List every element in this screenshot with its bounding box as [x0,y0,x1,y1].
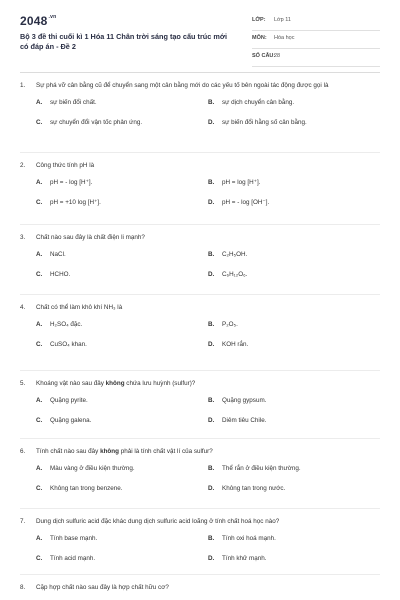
question-stem [20,582,380,593]
answer-options [20,95,380,135]
option-letter: D. [208,555,215,562]
answer-option-b[interactable] [208,179,261,186]
question-2 [20,160,380,215]
answer-option-d[interactable] [208,341,248,348]
answer-option-d[interactable] [208,555,266,562]
question-number: 3. [20,234,26,241]
meta-subject-value: Hóa học [274,35,295,41]
answer-option-b[interactable] [208,99,294,106]
logo-text: 2048 [20,14,48,28]
option-letter: A. [36,397,43,404]
question-4 [20,302,380,357]
answer-option-c[interactable] [36,199,101,206]
answer-option-a[interactable] [36,465,135,472]
answer-option-b[interactable] [208,397,266,404]
option-letter: C. [36,485,43,492]
option-letter: A. [36,321,43,328]
question-divider [20,508,380,509]
question-text: Khoáng vật nào sau đây không chứa lưu huỳnh (sulfur)? [36,380,196,387]
question-1 [20,80,380,135]
option-text: pH = - log [H⁺]. [50,179,93,186]
option-text: Tính oxi hoá mạnh. [222,535,276,542]
exam-meta [252,14,380,68]
option-text: Quặng gypsum. [222,397,267,404]
answer-option-a[interactable] [36,397,88,404]
question-text: Sự phá vỡ cân bằng cũ để chuyển sang một cân bằng mới do các yếu tố bên ngoài tác động được gọi là [36,82,329,89]
option-text: Diêm tiêu Chile. [222,417,267,424]
option-letter: B. [208,321,215,328]
option-text: sự biến đổi hằng số cân bằng. [222,119,307,126]
option-text: Tính acid mạnh. [50,555,96,562]
site-logo[interactable] [20,14,56,28]
option-letter: B. [208,535,215,542]
question-8 [20,582,380,593]
option-letter: B. [208,397,215,404]
question-stem [20,302,380,313]
question-number: 2. [20,162,26,169]
option-text: NaCl. [50,251,66,258]
option-text: Màu vàng ở điều kiện thường. [50,465,135,472]
option-text: H₂SO₄ đặc. [50,321,83,328]
option-text: pH = +10 log [H⁺]. [50,199,101,206]
meta-class-row [252,14,380,31]
answer-option-d[interactable] [208,199,269,206]
question-3 [20,232,380,287]
option-text: pH = log [H⁺]. [222,179,261,186]
option-text: Quặng pyrite. [50,397,88,404]
meta-count-label: SỐ CÂU: [252,53,276,59]
option-letter: C. [36,417,43,424]
question-divider [20,438,380,439]
answer-option-c[interactable] [36,341,87,348]
answer-option-c[interactable] [36,485,122,492]
option-letter: A. [36,535,43,542]
option-letter: A. [36,251,43,258]
option-text: P₂O₅. [222,321,238,328]
question-divider [20,574,380,575]
answer-option-d[interactable] [208,417,266,424]
question-stem [20,160,380,171]
meta-class-label: LỚP: [252,17,266,23]
option-letter: D. [208,199,215,206]
question-number: 6. [20,448,26,455]
answer-option-c[interactable] [36,555,95,562]
question-number: 7. [20,518,26,525]
option-letter: C. [36,555,43,562]
option-letter: B. [208,465,215,472]
option-text: Không tan trong nước. [222,485,286,492]
option-text: Quặng galena. [50,417,92,424]
answer-option-a[interactable] [36,179,92,186]
answer-option-c[interactable] [36,271,70,278]
question-text: Chất nào sau đây là chất điện li mạnh? [36,234,145,241]
option-letter: D. [208,271,215,278]
option-letter: B. [208,179,215,186]
option-letter: C. [36,271,43,278]
question-5 [20,378,380,433]
answer-option-a[interactable] [36,321,82,328]
answer-options [20,175,380,215]
option-text: KOH rắn. [222,341,249,348]
exam-title: Bộ 3 đề thi cuối kì 1 Hóa 11 Chân trời sáng tạo cấu trúc mới có đáp án - Đề 2 [20,32,228,51]
option-text: C₂H₅OH. [222,251,248,258]
answer-option-a[interactable] [36,251,66,258]
option-text: pH = - log [OH⁻]. [222,199,270,206]
question-stem [20,232,380,243]
answer-option-d[interactable] [208,119,307,126]
meta-count-row [252,50,380,67]
question-divider [20,152,380,153]
answer-options [20,393,380,433]
option-text: sự dịch chuyển cân bằng. [222,99,295,106]
answer-option-b[interactable] [208,251,247,258]
meta-subject-label: MÔN: [252,35,267,41]
answer-options [20,461,380,501]
option-text: Tính base mạnh. [50,535,98,542]
option-letter: A. [36,99,43,106]
option-text: Thể rắn ở điều kiện thường. [222,465,301,472]
question-6 [20,446,380,501]
option-letter: A. [36,465,43,472]
answer-options [20,531,380,571]
document-header [20,14,380,72]
question-text: Tính chất nào sau đây không phải là tính chất vật lí của sulfur? [36,448,213,455]
answer-option-a[interactable] [36,535,97,542]
option-text: HCHO. [50,271,71,278]
question-text: Dung dịch sulfuric acid đặc khác dung dịch sulfuric acid loãng ở tính chất hoá học nào? [36,518,280,525]
option-text: sự biến đổi chất. [50,99,97,106]
answer-option-d[interactable] [208,485,285,492]
question-text: Công thức tính pH là [36,162,95,169]
meta-class-value: Lớp 11 [274,17,291,23]
question-stem [20,378,380,389]
answer-option-b[interactable] [208,535,276,542]
question-number: 1. [20,82,26,89]
answer-option-b[interactable] [208,465,301,472]
question-stem [20,80,380,91]
option-letter: D. [208,341,215,348]
question-text: Cặp hợp chất nào sau đây là hợp chất hữu cơ? [36,584,169,591]
logo-suffix: .vn [48,14,57,20]
option-letter: B. [208,99,215,106]
meta-count-value: 28 [274,53,281,59]
question-number: 4. [20,304,26,311]
answer-options [20,247,380,287]
option-letter: B. [208,251,215,258]
option-letter: D. [208,119,215,126]
question-7 [20,516,380,571]
option-letter: A. [36,179,43,186]
answer-option-d[interactable] [208,271,247,278]
question-divider [20,370,380,371]
option-text: Không tan trong benzene. [50,485,123,492]
option-text: sự chuyển đổi vận tốc phản ứng. [50,119,143,126]
option-letter: D. [208,485,215,492]
question-text: Chất có thể làm khô khí NH₃ là [36,304,123,311]
meta-subject-row [252,32,380,49]
question-divider [20,224,380,225]
answer-option-c[interactable] [36,417,91,424]
answer-option-a[interactable] [36,99,97,106]
question-divider [20,294,380,295]
option-letter: C. [36,199,43,206]
answer-option-c[interactable] [36,119,142,126]
header-divider [20,72,380,73]
option-text: C₆H₁₂O₆. [222,271,248,278]
option-letter: C. [36,119,43,126]
question-number: 5. [20,380,26,387]
answer-options [20,317,380,357]
question-number: 8. [20,584,26,591]
option-text: CuSO₄ khan. [50,341,87,348]
option-text: Tính khử mạnh. [222,555,267,562]
option-letter: C. [36,341,43,348]
answer-option-b[interactable] [208,321,238,328]
question-stem [20,516,380,527]
question-stem [20,446,380,457]
option-letter: D. [208,417,215,424]
